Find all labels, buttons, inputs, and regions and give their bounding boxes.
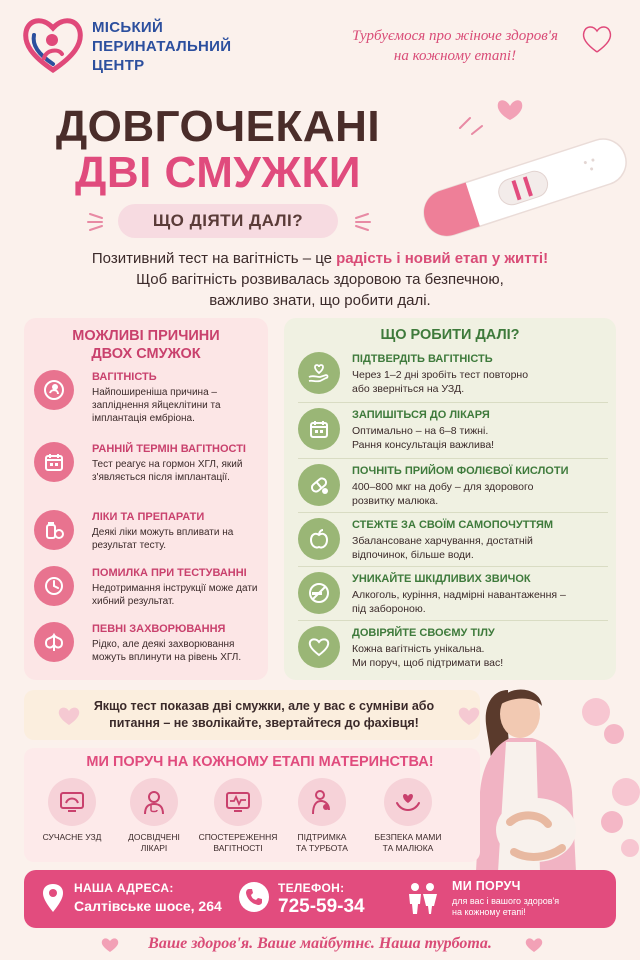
heart-icon xyxy=(56,704,82,728)
pregnancy-test-icon xyxy=(410,88,630,238)
actions-title: ЩО РОБИТИ ДАЛІ? xyxy=(380,327,520,343)
logo-heart-icon xyxy=(22,14,84,76)
action-text-line-2: або зверніться на УЗД. xyxy=(352,383,465,395)
action-title: ЗАПИШІТЬСЯ ДО ЛІКАРЯ xyxy=(352,409,490,421)
tagline-line-1: Турбуємося про жіноче здоров'я xyxy=(352,28,558,44)
sparkle-icon xyxy=(86,206,116,236)
calendar-icon xyxy=(298,408,340,450)
support-label xyxy=(280,832,364,854)
action-title: ПІДТВЕРДІТЬ ВАГІТНІСТЬ xyxy=(352,353,493,365)
logo-line-1: МІСЬКИЙ xyxy=(92,19,164,36)
divider xyxy=(298,566,608,567)
action-title: ДОВІРЯЙТЕ СВОЄМУ ТІЛУ xyxy=(352,627,495,639)
action-title: СТЕЖТЕ ЗА СВОЇМ САМОПОЧУТТЯМ xyxy=(352,519,554,531)
footer-slogan: Ваше здоров'я. Ваше майбутнє. Наша турбота. xyxy=(148,935,492,952)
causes-title-line-1: МОЖЛИВІ ПРИЧИНИ xyxy=(72,328,220,344)
hero-title-line-1: ДОВГОЧЕКАНІ xyxy=(55,102,381,151)
action-text-line-1: 400–800 мкг на добу – для здорового xyxy=(352,481,534,493)
action-text xyxy=(352,534,610,562)
address-value[interactable]: Салтівське шосе, 264 xyxy=(74,898,222,914)
action-text-line-1: Через 1–2 дні зробіть тест повторно xyxy=(352,369,529,381)
support-label xyxy=(30,832,114,843)
warning-banner-text xyxy=(84,698,444,732)
causes-title-line-2: ДВОХ СМУЖОК xyxy=(91,346,201,362)
near-line-2: на кожному етапі! xyxy=(452,907,526,917)
near-title: МИ ПОРУЧ xyxy=(452,879,521,893)
cause-text: Тест реагує на гормон ХГЛ, який з'являється після імплантації. xyxy=(92,459,243,483)
ultrasound-icon xyxy=(48,778,96,826)
phone-label: ТЕЛЕФОН: xyxy=(278,881,345,895)
pills-icon xyxy=(34,510,74,550)
warning-line-2: питання – не зволікайте, звертайтеся до фахівця! xyxy=(109,716,419,730)
support-label-line-1: СУЧАСНЕ УЗД xyxy=(42,832,102,842)
action-text-line-1: Оптимально – на 6–8 тижні. xyxy=(352,425,489,437)
support-label-line-2: ЛІКАРІ xyxy=(140,843,168,853)
action-text xyxy=(352,642,610,670)
causes-title xyxy=(24,327,268,363)
support-item xyxy=(196,778,280,854)
action-text-line-2: відпочинок, більше води. xyxy=(352,549,474,561)
action-text xyxy=(352,480,610,508)
phone-icon xyxy=(238,881,270,913)
intro-part-1: Позитивний тест на вагітність – це xyxy=(91,250,337,267)
action-text xyxy=(352,588,610,616)
logo-text xyxy=(92,18,231,75)
mother-baby-icon xyxy=(298,778,346,826)
action-text-line-1: Кожна вагітність унікальна. xyxy=(352,643,485,655)
action-text-line-2: розвитку малюка. xyxy=(352,495,439,507)
support-label xyxy=(366,832,450,854)
support-item xyxy=(112,778,196,854)
fetus-icon xyxy=(34,370,74,410)
divider xyxy=(298,402,608,403)
action-text-line-2: Ми поруч, щоб підтримати вас! xyxy=(352,657,504,669)
sparkle-icon xyxy=(342,206,372,236)
action-text xyxy=(352,368,610,396)
location-pin-icon xyxy=(40,882,66,914)
support-label-line-2: ВАГІТНОСТІ xyxy=(213,843,263,853)
cause-text: Недотримання інструкції може дати хибний результат. xyxy=(92,583,258,607)
support-label-line-2: ТА МАЛЮКА xyxy=(382,843,434,853)
logo-line-3: ЦЕНТР xyxy=(92,57,145,74)
intro-line-2: Щоб вагітність розвивалась здоровою та безпечною, xyxy=(136,271,504,288)
intro-text xyxy=(30,248,610,311)
near-line-1: для вас і вашого здоров'я xyxy=(452,896,560,906)
calendar-icon xyxy=(34,442,74,482)
cause-title: ЛІКИ ТА ПРЕПАРАТИ xyxy=(92,511,205,523)
action-title: УНИКАЙТЕ ШКІДЛИВИХ ЗВИЧОК xyxy=(352,573,531,585)
no-smoking-icon xyxy=(298,572,340,614)
divider xyxy=(298,458,608,459)
support-label-line-1: ДОСВІДЧЕНІ xyxy=(128,832,180,842)
intro-line-3: важливо знати, що робити далі. xyxy=(209,292,431,309)
cause-title: РАННІЙ ТЕРМІН ВАГІТНОСТІ xyxy=(92,443,246,455)
intro-line-1 xyxy=(30,248,610,269)
tagline-heart-icon xyxy=(580,22,614,58)
cause-title: ВАГІТНІСТЬ xyxy=(92,371,157,383)
cause-title: ПЕВНІ ЗАХВОРЮВАННЯ xyxy=(92,623,226,635)
cause-text: Рідко, але деякі захворювання можуть вплинути на рівень ХГЛ. xyxy=(92,639,242,663)
warning-line-1: Якщо тест показав дві смужки, але у вас є сумніви або xyxy=(93,699,435,713)
tagline-line-2: на кожному етапі! xyxy=(393,48,517,64)
heart-hands-icon xyxy=(384,778,432,826)
support-title: МИ ПОРУЧ НА КОЖНОМУ ЕТАПІ МАТЕРИНСТВА! xyxy=(86,754,434,770)
clock-icon xyxy=(34,566,74,606)
thyroid-icon xyxy=(34,622,74,662)
doctor-icon xyxy=(130,778,178,826)
support-label-line-1: СПОСТЕРЕЖЕННЯ xyxy=(198,832,278,842)
support-item xyxy=(280,778,364,854)
support-label xyxy=(112,832,196,854)
capsule-icon xyxy=(298,464,340,506)
logo-line-2: ПЕРИНАТАЛЬНИЙ xyxy=(92,38,232,55)
heart-icon xyxy=(298,626,340,668)
divider xyxy=(298,620,608,621)
support-item xyxy=(30,778,114,843)
action-text xyxy=(352,424,610,452)
support-item xyxy=(366,778,450,854)
action-text-line-1: Алкоголь, куріння, надмірні навантаження – xyxy=(352,589,566,601)
apple-icon xyxy=(298,518,340,560)
cause-title: ПОМИЛКА ПРИ ТЕСТУВАННІ xyxy=(92,567,247,579)
support-label-line-1: ПІДТРИМКА xyxy=(297,832,347,842)
monitor-icon xyxy=(214,778,262,826)
hero-title-line-2: ДВІ СМУЖКИ xyxy=(74,148,362,197)
action-text-line-2: Рання консультація важлива! xyxy=(352,439,495,451)
tagline xyxy=(320,26,590,66)
phone-value[interactable]: 725-59-34 xyxy=(278,896,365,917)
hero-subtitle: ЩО ДІЯТИ ДАЛІ? xyxy=(118,204,338,238)
action-title: ПОЧНІТЬ ПРИЙОМ ФОЛІЄВОЇ КИСЛОТИ xyxy=(352,465,569,477)
heart-hand-icon xyxy=(298,352,340,394)
near-text xyxy=(452,896,559,918)
intro-highlight: радість і новий етап у житті! xyxy=(336,250,549,267)
divider xyxy=(298,512,608,513)
support-label xyxy=(196,832,280,854)
cause-text: Найпоширеніша причина – запліднення яйцеклітини та імплантація ембріона. xyxy=(92,387,221,424)
family-icon xyxy=(404,880,440,916)
action-text-line-2: під забороною. xyxy=(352,603,426,615)
support-label-line-1: БЕЗПЕКА МАМИ xyxy=(374,832,442,842)
address-label: НАША АДРЕСА: xyxy=(74,881,174,895)
action-text-line-1: Збалансоване харчування, достатній xyxy=(352,535,533,547)
cause-text: Деякі ліки можуть впливати на результат тесту. xyxy=(92,527,234,551)
support-label-line-2: ТА ТУРБОТА xyxy=(296,843,348,853)
heart-icon xyxy=(524,936,544,954)
